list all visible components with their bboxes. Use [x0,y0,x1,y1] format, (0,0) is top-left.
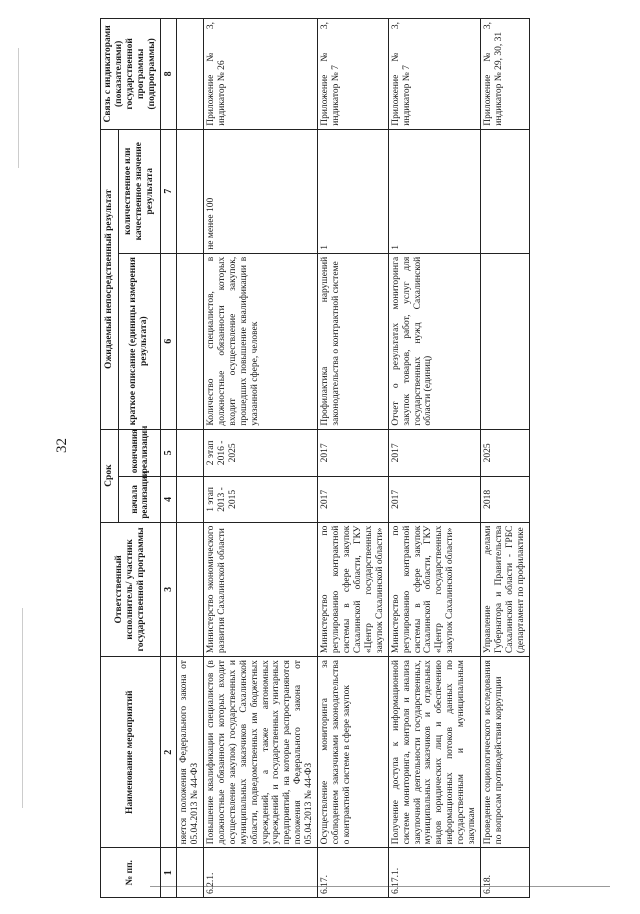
cell-link: Приложение № 3, индикатор № 7 [388,19,480,130]
landscape-sheet [100,18,630,898]
cell-responsible [177,522,204,656]
cell-no: 6.18. [481,848,530,898]
header-no: № пп. [101,848,161,898]
rotated-table-wrapper [100,18,630,898]
header-term-start: начала реализации [118,477,160,523]
cell-no: 6.17.1. [388,848,480,898]
cell-responsible: Министерство по регулированию контрактной системы в сфере закупок Сахалинской области, ГКУ «Центр государственных закупок Сахалинской области» [318,522,389,656]
page-number: 32 [54,438,70,453]
column-number: 5 [160,429,177,477]
measures-table [100,18,530,898]
column-number-row [160,19,177,898]
cell-name: Осуществление мониторинга за соблюдением заказчиками законодательства о контрактной системе в сфере закупок [318,657,389,848]
header-term: Срок [101,429,119,522]
cell-desc: Количество специалистов, в должностные обязанности которых входит осуществление закупок, прошедших повышение квалификации в указанной сфере, человек [203,253,317,429]
cell-value [481,129,530,253]
cell-start: 2017 [388,477,480,523]
cell-link: Приложение № 3, индикатор № 7 [318,19,389,130]
table-row [388,19,480,898]
cell-no [177,848,204,898]
cell-value: 1 [388,129,480,253]
header-expected-desc: краткое описание (единицы измерения результата) [118,253,160,429]
cell-no: 6.17. [318,848,389,898]
column-number: 3 [160,522,177,656]
header-term-end: окончания реализации [118,429,160,477]
header-link: Связь с индикаторами (показателями) государственной программы (подпрограммы) [101,19,161,130]
cell-desc [481,253,530,429]
table-row [481,19,530,898]
table-row [203,19,317,898]
cell-desc: Отчет о результатах мониторинга закупок товаров, работ, услуг для государственных нужд Сахалинской области (единиц) [388,253,480,429]
header-expected: Ожидаемый непосредственный результат [101,129,119,429]
header-expected-value: количественное или качественное значение результата [118,129,160,253]
cell-desc: Профилактика нарушений законодательства о контрактной системе [318,253,389,429]
cell-responsible: Управление делами Губернатора и Правительства Сахалинской области - ГРБС (департамент по профилактике [481,522,530,656]
column-number: 6 [160,253,177,429]
cell-start [177,477,204,523]
cell-responsible: Министерство по регулированию контрактной системы в сфере закупок Сахалинской области, ГКУ «Центр государственных закупок Сахалинской области» [388,522,480,656]
cell-name: Проведение социологического исследования по вопросам противодействия коррупции [481,657,530,848]
scan-edge-mark [22,608,23,808]
table-row [177,19,204,898]
cell-value [177,129,204,253]
cell-link: Приложение № 3, индикатор № 26 [203,19,317,130]
cell-end [177,429,204,477]
cell-link: Приложение № 3, индикатор № 29, 30, 31 [481,19,530,130]
cell-end: 2 этап 2016 - 2025 [203,429,317,477]
column-number: 2 [160,657,177,848]
cell-start: 2017 [318,477,389,523]
cell-desc [177,253,204,429]
cell-name: Получение доступа к информационной системе мониторинга, контроля и анализа закупочной деятельности государственных, муниципальных заказчиков и отдельных видов юридических лиц и обеспечению информационных потоков данных по государственным и муниципальным закупкам [388,657,480,848]
cell-responsible: Министерство экономического развития Сахалинской области [203,522,317,656]
cell-value: 1 [318,129,389,253]
cell-name: Повышение квалификации специалистов (в должностные обязанности которых входит осуществление закупок) государственных и муниципальных заказчиков Сахалинской области, подведомственных им бюджетных учреждений, а также автономных учреждений и государственных унитарных предприятий, на которые распространяются положения Федерального закона от 05.04.2013 № 44-ФЗ [203,657,317,848]
cell-link [177,19,204,130]
column-number: 8 [160,19,177,130]
column-number: 7 [160,129,177,253]
cell-start: 2018 [481,477,530,523]
header-responsible: Ответственный исполнитель/ участник государственной программы [101,522,161,656]
cell-start: 1 этап 2013 - 2015 [203,477,317,523]
column-number: 1 [160,848,177,898]
cell-value: не менее 100 [203,129,317,253]
table-row [318,19,389,898]
cell-end: 2017 [388,429,480,477]
cell-no: 6.2.1. [203,848,317,898]
cell-name: няется положения Федерального закона от 05.04.2013 № 44-ФЗ [177,657,204,848]
header-row-1 [101,19,119,898]
header-name: Наименование мероприятий [101,657,161,848]
cell-end: 2025 [481,429,530,477]
cell-end: 2017 [318,429,389,477]
scan-edge-mark [18,48,19,168]
column-number: 4 [160,477,177,523]
